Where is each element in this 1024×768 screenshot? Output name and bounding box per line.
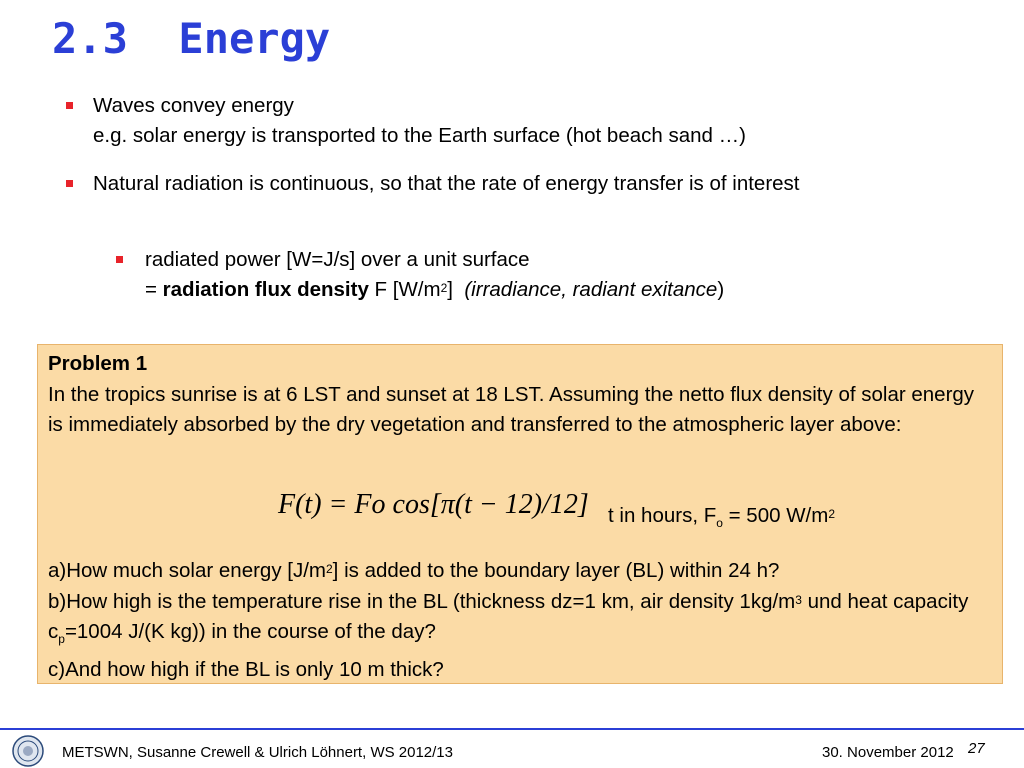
formula xyxy=(278,489,836,532)
bullet-radiation xyxy=(93,169,913,199)
formula-note xyxy=(608,501,835,539)
bold-term: radiation flux density xyxy=(162,278,369,301)
text: ) xyxy=(717,278,725,301)
footer-course: METSWN, Susanne Crewell & Ulrich Löhnert, WS 2012/13 xyxy=(62,744,453,761)
problem-heading: Problem 1 xyxy=(48,352,148,375)
subscript: p xyxy=(58,632,65,647)
text: a)How much solar energy [J/m xyxy=(48,559,326,582)
text: t in hours, F xyxy=(608,504,717,527)
questions xyxy=(48,556,998,685)
university-seal-icon xyxy=(12,735,44,767)
text: b)How high is the temperature rise in the BL (thickness dz=1 km, air density 1kg/m xyxy=(48,589,796,613)
bullet-square-icon xyxy=(116,256,123,263)
text: ] is added to the boundary layer (BL) within 24 h? xyxy=(332,559,780,582)
question-a xyxy=(48,556,998,587)
formula-expression: F(t) = Fo cos[π(t − 12)/12] xyxy=(278,489,589,520)
superscript: 2 xyxy=(440,281,448,295)
problem-description: In the tropics sunrise is at 6 LST and sunset at 18 LST. Assuming the netto flux density of solar energy is immediately absorbed by the dry vegetation and transferred to the atmospheric layer above: xyxy=(48,382,975,436)
bullet-square-icon xyxy=(66,180,73,187)
bullet-waves xyxy=(93,91,746,151)
bullet-line: radiated power [W=J/s] over a unit surface xyxy=(145,248,530,271)
slide-title: 2.3 Energy xyxy=(52,14,331,63)
bullet-square-icon xyxy=(66,102,73,109)
text: ] xyxy=(447,278,465,301)
text: = 500 W/m xyxy=(722,504,829,527)
page-number: 27 xyxy=(968,740,985,757)
bullet-text: Natural radiation is continuous, so that the rate of energy transfer is of interest xyxy=(93,172,800,195)
question-b xyxy=(48,587,998,655)
bullet-line xyxy=(145,275,724,305)
footer-date: 30. November 2012 xyxy=(822,744,954,761)
superscript: 3 xyxy=(795,592,802,607)
bullet-line: e.g. solar energy is transported to the Earth surface (hot beach sand …) xyxy=(93,124,746,147)
text: und heat capacity c xyxy=(48,589,969,643)
problem-text xyxy=(48,349,988,441)
text: =1004 J/(K kg)) in the course of the day? xyxy=(64,620,436,643)
problem-box xyxy=(37,344,1003,684)
sub-bullet-flux xyxy=(145,245,724,305)
superscript: 2 xyxy=(325,562,333,576)
footer-divider xyxy=(0,728,1024,730)
text: F [W/m xyxy=(368,278,441,301)
italic-term: (irradiance, radiant exitance xyxy=(464,278,718,301)
question-c: c)And how high if the BL is only 10 m thick? xyxy=(48,657,444,681)
text: = xyxy=(145,278,163,301)
bullet-line: Waves convey energy xyxy=(93,94,294,117)
subscript: o xyxy=(716,516,723,531)
superscript: 2 xyxy=(828,507,836,521)
